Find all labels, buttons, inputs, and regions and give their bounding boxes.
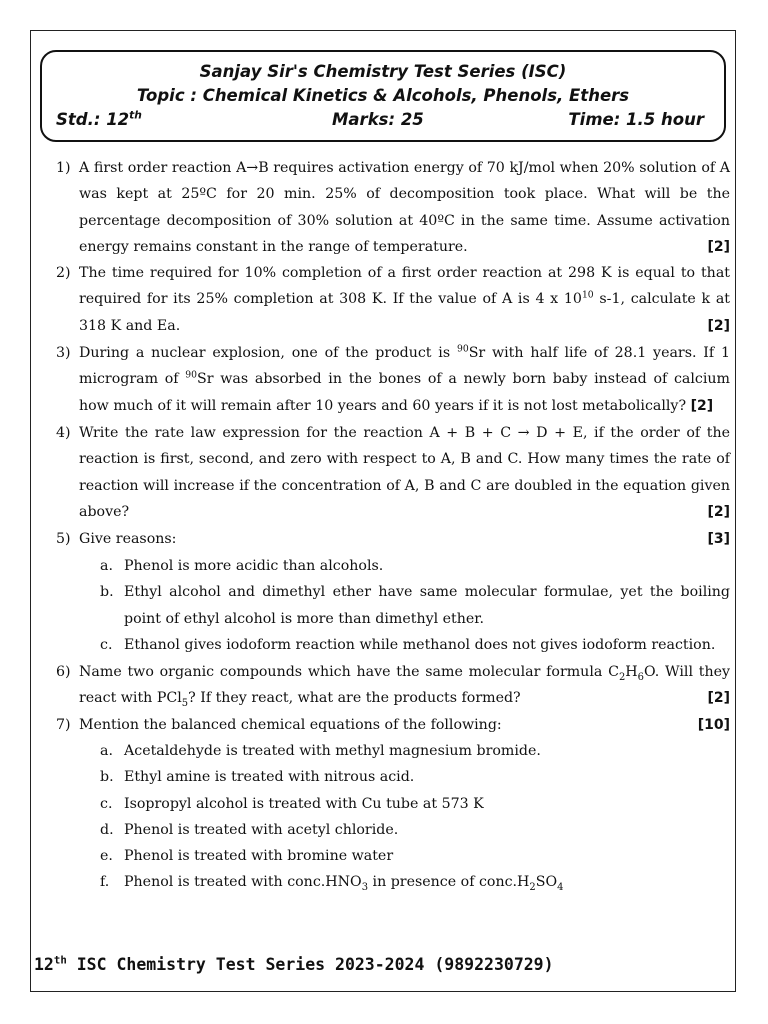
list-item: e. Phenol is treated with bromine water <box>100 848 394 865</box>
question-7-items <box>100 738 730 896</box>
test-series-title: Sanjay Sir's Chemistry Test Series (ISC) <box>199 62 567 81</box>
list-item: c. Isopropyl alcohol is treated with Cu tube at 573 K <box>100 795 484 812</box>
question-5: 5) Give reasons: [3] <box>56 526 730 552</box>
marks-badge: [2] <box>707 690 730 707</box>
list-item: a. Phenol is more acidic than alcohols. <box>100 558 384 574</box>
marks-label: Marks: 25 <box>332 110 424 129</box>
footer-text: 12th ISC Chemistry Test Series 2023-2024 (9892230729) <box>34 953 554 974</box>
header-box <box>40 50 726 142</box>
marks-badge: [2] <box>707 238 730 255</box>
list-item: f. Phenol is treated with $conc.HNO_3$ in presence of $conc.H_2SO_4$ <box>100 874 564 894</box>
marks-badge: [3] <box>707 531 730 547</box>
list-item: b. Ethyl alcohol and dimethyl ether have same molecular formulae, yet the boiling point of ethyl alcohol is more than dimethyl ether. <box>100 584 730 627</box>
marks-badge: [2] <box>690 397 714 414</box>
marks-badge: [2] <box>707 503 730 520</box>
question-6: 6) Name two organic compounds which have the same molecular formula $C_2H_6O$. Will they react with PCl$_5$? If they react, what are the products formed? [2] <box>56 659 730 712</box>
list-item: c. Ethanol gives iodoform reaction while methanol does not gives iodoform reaction. <box>100 636 716 653</box>
question-7: 7) Mention the balanced chemical equations of the following: [10] <box>56 712 730 738</box>
question-1: 1) A first order reaction A→B requires activation energy of 70 kJ/mol when 20% solution of A was kept at 25ºC for 20 min. 25% of decomposition took place. What will be the percentage decomposition of 30% solution at 40ºC in the same time. Assume activation energy remains constant in the range of temperature. [2] <box>56 155 730 260</box>
list-item: d. Phenol is treated with acetyl chloride. <box>100 821 399 838</box>
list-item: b. Ethyl amine is treated with nitrous acid. <box>100 769 415 786</box>
topic-line: Topic : Chemical Kinetics & Alcohols, Phenols, Ethers <box>136 86 630 105</box>
question-3: 3) During a nuclear explosion, one of the product is $^{90}$Sr with half life of 28.1 years. If 1 microgram of $^{90}$Sr was absorbed in the bones of a newly born baby instead of calcium how much of it will remain after 10 years and 60 years if it is not lost metabolically? [2] <box>56 343 730 414</box>
question-4: 4) Write the rate law expression for the reaction A + B + C → D + E, if the order of the reaction is first, second, and zero with respect to A, B and C. How many times the rate of reaction will increase if the concentration of A, B and C are doubled in the equation given above? [2] <box>56 420 730 525</box>
marks-badge: [2] <box>707 317 730 334</box>
question-2: 2) The time required for 10% completion of a first order reaction at 298 K is equal to that required for its 25% completion at 308 K. If the value of A is 4 x $10^{10}$ s-1, calculate k at 318 K and Ea. [2] <box>56 260 730 339</box>
list-item: a. Acetaldehyde is treated with methyl magnesium bromide. <box>100 743 541 759</box>
time-label: Time: 1.5 hour <box>568 110 704 129</box>
marks-badge: [10] <box>697 717 730 733</box>
question-5-items <box>100 553 730 658</box>
std-label: Std.: 12th <box>56 108 142 129</box>
